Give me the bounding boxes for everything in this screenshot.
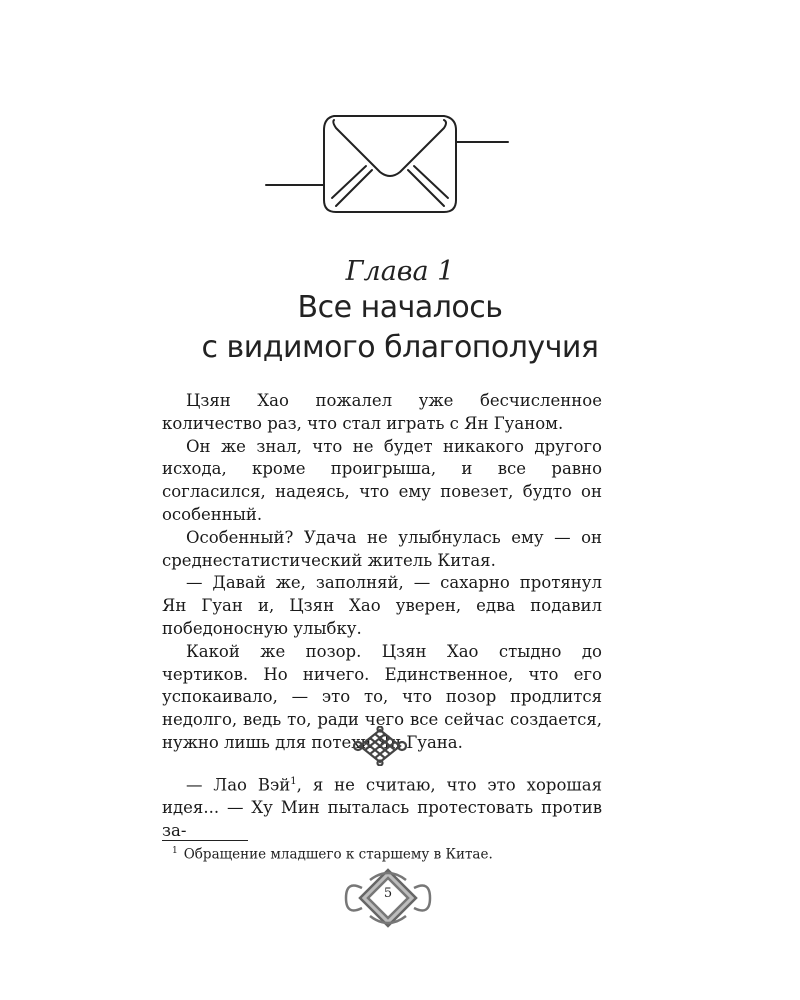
body-text — [162, 390, 602, 755]
footnote-reference[interactable]: 1 — [290, 776, 297, 787]
paragraph — [162, 771, 602, 843]
paragraph: — Давай же, заполняй, — сахарно протянул Ян Гуан и, Цзян Хао уверен, едва подавил победоносную улыбку. — [162, 573, 602, 638]
paragraph-rest: , я не считаю, что это хорошая идея... — Ху Мин пыталась протестовать против за- — [162, 775, 602, 841]
paragraph: Цзян Хао пожалел уже бесчисленное количество раз, что стал играть с Ян Гуаном. — [162, 391, 602, 433]
footnote-text: Обращение младшего к старшему в Китае. — [183, 846, 493, 863]
footnote — [172, 846, 493, 863]
paragraph-start: — Лао Вэй — [186, 775, 291, 795]
footnote-divider — [162, 840, 248, 841]
page-number: 5 — [383, 886, 393, 901]
footnote-marker: 1 — [172, 846, 178, 856]
chapter-label: Глава 1 — [345, 256, 455, 287]
chapter-title-line-1: Все началось — [297, 290, 503, 325]
paragraph: Он же знал, что не будет никакого другого исхода, кроме проигрыша, и все равно согласился, надеясь, что ему повезет, будто он особенный. — [162, 436, 602, 524]
chapter-title-line-2: с видимого благополучия — [201, 330, 599, 365]
paragraph: Какой же позор. Цзян Хао стыдно до чертиков. Но ничего. Единственное, что его успокаивало, — это то, что позор продлится недолго, ведь то, ради чего все сейчас создается, нужно лишь для потехи Ян Гуана. — [162, 641, 602, 752]
body-text-continued — [162, 771, 602, 843]
envelope-icon — [262, 108, 512, 218]
chapter-title — [0, 288, 800, 368]
knot-ornament-icon — [353, 726, 407, 766]
paragraph: Особенный? Удача не улыбнулась ему — он среднестатистический житель Китая. — [162, 527, 602, 570]
